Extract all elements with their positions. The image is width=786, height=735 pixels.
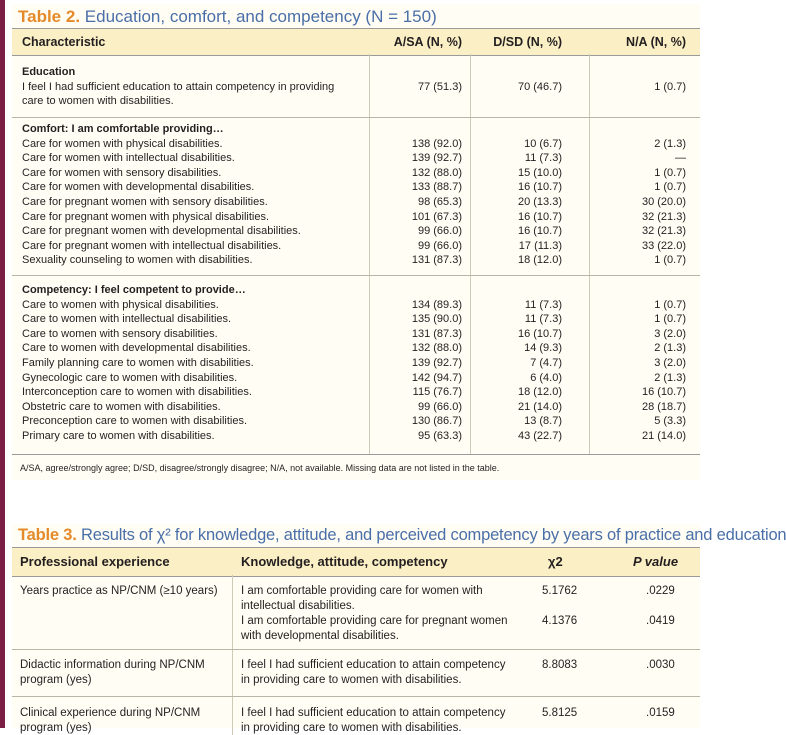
cell-na: — — [675, 151, 686, 166]
kac-line: intellectual disabilities. — [241, 599, 355, 614]
cell-dsd: 16 (10.7) — [518, 210, 562, 225]
cell-asa: 131 (87.3) — [412, 327, 462, 342]
table-row — [12, 341, 700, 356]
cell-asa: 99 (66.0) — [418, 400, 462, 415]
section-heading: Comfort: I am comfortable providing… — [12, 122, 700, 137]
cell-asa: 101 (67.3) — [412, 210, 462, 225]
cell-na: 1 (0.7) — [654, 298, 686, 313]
chi-value: 4.1376 — [542, 614, 577, 629]
footnote-text: A/SA, agree/strongly agree; D/SD, disagree/strongly disagree; N/A, not available. Missing data are not listed in the table. — [20, 463, 499, 473]
table-row — [12, 400, 700, 415]
experience-cell: Years practice as NP/CNM (≥10 years) — [20, 584, 218, 599]
header-characteristic: Characteristic — [22, 35, 105, 49]
table-row — [12, 94, 700, 109]
cell-dsd: 18 (12.0) — [518, 385, 562, 400]
cell-dsd: 11 (7.3) — [525, 151, 562, 166]
cell-dsd: 6 (4.0) — [530, 371, 562, 386]
table-row — [12, 224, 700, 239]
cell-dsd: 21 (14.0) — [518, 400, 562, 415]
p-value: .0030 — [646, 658, 675, 673]
row-label: Sexuality counseling to women with disabilities. — [22, 253, 253, 268]
cell-na: 3 (2.0) — [654, 356, 686, 371]
row-label: Care to women with intellectual disabilities. — [22, 312, 231, 327]
cell-na: 2 (1.3) — [654, 137, 686, 152]
kac-line: I am comfortable providing care for pregnant women — [241, 614, 508, 629]
row-label: Care for women with physical disabilities. — [22, 137, 223, 152]
cell-dsd: 16 (10.7) — [518, 224, 562, 239]
cell-asa: 99 (66.0) — [418, 239, 462, 254]
kac-line: in providing care to women with disabilities. — [241, 673, 462, 688]
cell-na: 21 (14.0) — [642, 429, 686, 444]
row-label: I feel I had sufficient education to attain competency in providing — [22, 80, 334, 95]
row-label: Care to women with developmental disabilities. — [22, 341, 251, 356]
cell-na: 1 (0.7) — [654, 180, 686, 195]
cell-dsd: 18 (12.0) — [518, 253, 562, 268]
cell-asa: 130 (86.7) — [412, 414, 462, 429]
table-2-header-row — [12, 28, 700, 56]
row-label: Interconception care to women with disabilities. — [22, 385, 252, 400]
table-3-title — [18, 525, 786, 545]
header-dsd: D/SD (N, %) — [493, 35, 562, 49]
header-na: N/A (N, %) — [626, 35, 686, 49]
cell-asa: 115 (76.7) — [413, 385, 462, 400]
chi-value: 8.8083 — [542, 658, 577, 673]
cell-dsd: 13 (8.7) — [524, 414, 562, 429]
cell-asa: 95 (63.3) — [418, 429, 462, 444]
cell-dsd: 14 (9.3) — [524, 341, 562, 356]
cell-asa: 132 (88.0) — [412, 341, 462, 356]
cell-asa: 98 (65.3) — [418, 195, 462, 210]
cell-na: 1 (0.7) — [654, 253, 686, 268]
cell-na: 3 (2.0) — [654, 327, 686, 342]
cell-na: 1 (0.7) — [654, 312, 686, 327]
section-competency — [12, 283, 700, 444]
cell-asa: 138 (92.0) — [412, 137, 462, 152]
row-label: Obstetric care to women with disabilities. — [22, 400, 221, 415]
row-label: Family planning care to women with disabilities. — [22, 356, 254, 371]
table-row — [12, 385, 700, 400]
cell-asa: 99 (66.0) — [418, 224, 462, 239]
table-row — [12, 253, 700, 268]
kac-line: I feel I had sufficient education to attain competency — [241, 706, 505, 721]
cell-na: 5 (3.3) — [654, 414, 686, 429]
table-2-caption: Education, comfort, and competency (N = 150) — [80, 7, 437, 26]
cell-asa: 131 (87.3) — [412, 253, 462, 268]
table-row — [12, 180, 700, 195]
kac-line: I feel I had sufficient education to attain competency — [241, 658, 505, 673]
cell-dsd: 15 (10.0) — [518, 166, 562, 181]
header-kac: Knowledge, attitude, competency — [241, 554, 448, 569]
section-education — [12, 65, 700, 109]
section-heading: Competency: I feel competent to provide… — [12, 283, 700, 298]
experience-cell: program (yes) — [20, 721, 92, 735]
row-label: care to women with disabilities. — [22, 94, 174, 109]
cell-dsd: 11 (7.3) — [525, 298, 562, 313]
table-row — [12, 195, 700, 210]
column-divider — [232, 575, 233, 735]
table-row — [12, 137, 700, 152]
row-label: Care to women with physical disabilities. — [22, 298, 219, 313]
accent-bar — [0, 0, 5, 728]
row-label: Gynecologic care to women with disabilities. — [22, 371, 237, 386]
table-row — [12, 166, 700, 181]
header-chi: χ2 — [548, 554, 563, 569]
cell-dsd: 43 (22.7) — [518, 429, 562, 444]
cell-dsd: 20 (13.3) — [518, 195, 562, 210]
cell-asa: 139 (92.7) — [412, 356, 462, 371]
row-separator — [12, 275, 700, 276]
cell-dsd: 10 (6.7) — [524, 137, 562, 152]
kac-line: with developmental disabilities. — [241, 629, 399, 644]
table-3 — [12, 524, 700, 728]
cell-dsd: 7 (4.7) — [530, 356, 562, 371]
cell-asa: 132 (88.0) — [412, 166, 462, 181]
table-row — [12, 298, 700, 313]
cell-dsd: 70 (46.7) — [518, 80, 562, 95]
table-row — [12, 429, 700, 444]
row-label: Care for pregnant women with intellectual disabilities. — [22, 239, 281, 254]
table-3-number: Table 3. — [18, 526, 77, 544]
row-separator — [12, 696, 700, 697]
p-value: .0159 — [646, 706, 675, 721]
kac-line: in providing care to women with disabilities. — [241, 721, 462, 735]
cell-na: 2 (1.3) — [654, 371, 686, 386]
cell-asa: 134 (89.3) — [412, 298, 462, 313]
row-label: Care for women with sensory disabilities. — [22, 166, 221, 181]
cell-asa: 77 (51.3) — [418, 80, 462, 95]
row-label: Preconception care to women with disabilities. — [22, 414, 247, 429]
cell-na: 28 (18.7) — [642, 400, 686, 415]
cell-na: 2 (1.3) — [654, 341, 686, 356]
cell-asa: 142 (94.7) — [412, 371, 462, 386]
p-value: .0419 — [646, 614, 675, 629]
row-label: Primary care to women with disabilities. — [22, 429, 215, 444]
experience-cell: Didactic information during NP/CNM — [20, 658, 205, 673]
header-p-value: P value — [633, 554, 678, 569]
table-2-footnote — [12, 454, 700, 481]
table-row — [12, 210, 700, 225]
row-label: Care to women with sensory disabilities. — [22, 327, 218, 342]
section-comfort — [12, 122, 700, 268]
table-row — [12, 414, 700, 429]
row-label: Care for women with developmental disabilities. — [22, 180, 254, 195]
table-2-number: Table 2. — [18, 7, 80, 26]
table-row — [12, 371, 700, 386]
chi-value: 5.1762 — [542, 584, 577, 599]
cell-dsd: 11 (7.3) — [525, 312, 562, 327]
cell-na: 30 (20.0) — [642, 195, 686, 210]
experience-cell: Clinical experience during NP/CNM — [20, 706, 200, 721]
table-2 — [12, 4, 700, 480]
kac-line: I am comfortable providing care for women with — [241, 584, 483, 599]
table-3-caption: Results of χ² for knowledge, attitude, and perceived competency by years of practice and education — [77, 526, 786, 544]
header-experience: Professional experience — [20, 554, 170, 569]
row-label: Care for pregnant women with physical disabilities. — [22, 210, 269, 225]
table-row — [12, 327, 700, 342]
chi-value: 5.8125 — [542, 706, 577, 721]
section-heading: Education — [12, 65, 700, 80]
row-label: Care for pregnant women with developmental disabilities. — [22, 224, 301, 239]
table-row — [12, 80, 700, 95]
row-label: Care for women with intellectual disabilities. — [22, 151, 235, 166]
p-value: .0229 — [646, 584, 675, 599]
cell-asa: 135 (90.0) — [412, 312, 462, 327]
cell-na: 1 (0.7) — [654, 166, 686, 181]
table-row — [12, 356, 700, 371]
cell-na: 16 (10.7) — [642, 385, 686, 400]
cell-dsd: 16 (10.7) — [518, 327, 562, 342]
cell-na: 32 (21.3) — [642, 224, 686, 239]
cell-na: 32 (21.3) — [642, 210, 686, 225]
table-row — [12, 151, 700, 166]
cell-asa: 133 (88.7) — [412, 180, 462, 195]
header-asa: A/SA (N, %) — [394, 35, 462, 49]
row-label: Care for pregnant women with sensory disabilities. — [22, 195, 268, 210]
table-row — [12, 312, 700, 327]
cell-dsd: 16 (10.7) — [518, 180, 562, 195]
cell-na: 33 (22.0) — [642, 239, 686, 254]
table-2-title — [18, 7, 437, 27]
table-row — [12, 239, 700, 254]
row-separator — [12, 649, 700, 650]
cell-dsd: 17 (11.3) — [519, 239, 562, 254]
row-separator — [12, 117, 700, 118]
cell-asa: 139 (92.7) — [412, 151, 462, 166]
experience-cell: program (yes) — [20, 673, 92, 688]
table-3-header-row — [12, 547, 700, 577]
cell-na: 1 (0.7) — [654, 80, 686, 95]
